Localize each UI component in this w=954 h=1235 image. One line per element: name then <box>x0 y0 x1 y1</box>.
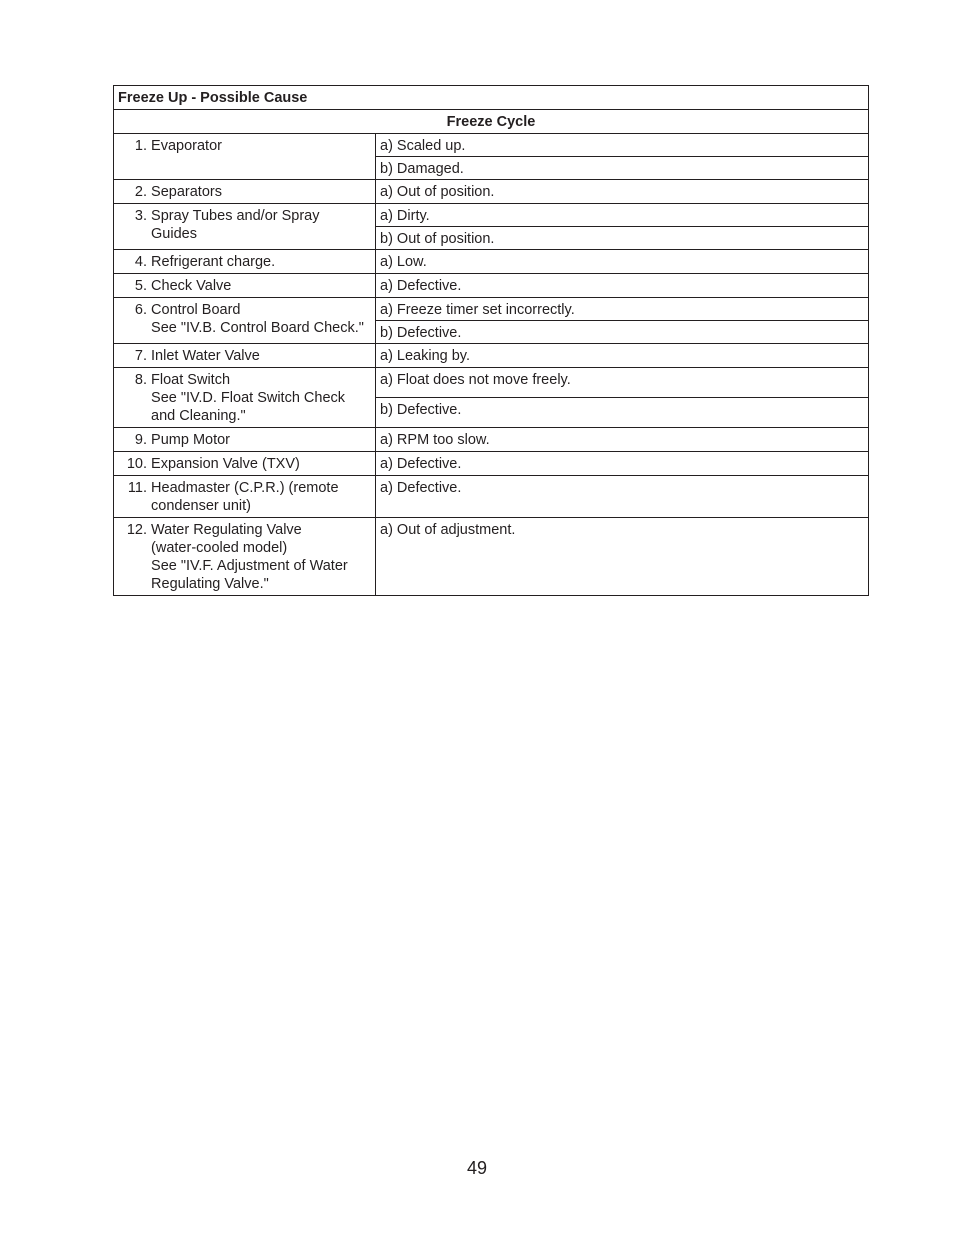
cause-line: Guides <box>151 226 197 242</box>
cause-cell <box>114 452 376 476</box>
cause-number: 4. <box>134 254 147 270</box>
solution-cell: a) Freeze timer set incorrectly. <box>376 298 869 321</box>
cause-line: Control Board <box>151 302 241 318</box>
cause-number: 7. <box>134 348 147 364</box>
cause-entry <box>114 207 375 243</box>
cause-line: (water-cooled model) <box>151 540 288 556</box>
cause-line: Water Regulating Valve <box>151 522 302 538</box>
cause-cell <box>114 134 376 180</box>
cause-entry <box>114 301 375 337</box>
cause-text <box>151 183 375 201</box>
solution-cell: a) Defective. <box>376 476 869 518</box>
freeze-up-table <box>113 85 869 596</box>
cause-entry <box>114 431 375 449</box>
table-cycle-row <box>114 110 869 134</box>
cause-entry <box>114 277 375 295</box>
cause-text <box>151 253 375 271</box>
cause-number: 6. <box>134 302 147 318</box>
cause-text <box>151 479 375 515</box>
cause-line: Regulating Valve." <box>151 576 269 592</box>
cause-number: 2. <box>134 184 147 200</box>
table-row <box>114 452 869 476</box>
table-row <box>114 344 869 368</box>
cause-number: 10. <box>126 456 147 472</box>
cause-entry <box>114 521 375 593</box>
cause-text <box>151 455 375 473</box>
cause-line: See "IV.F. Adjustment of Water <box>151 558 348 574</box>
solution-cell: a) Out of position. <box>376 180 869 204</box>
cause-text <box>151 137 375 155</box>
cause-cell <box>114 476 376 518</box>
cause-number: 11. <box>127 480 147 496</box>
table-row <box>114 134 869 157</box>
table-row <box>114 204 869 227</box>
cause-line: condenser unit) <box>151 498 251 514</box>
cause-entry <box>114 253 375 271</box>
cause-entry <box>114 455 375 473</box>
cause-line: Pump Motor <box>151 432 231 448</box>
cause-text <box>151 277 375 295</box>
cause-text <box>151 371 375 425</box>
cause-number: 12. <box>126 522 147 538</box>
cause-text <box>151 207 375 243</box>
table-row <box>114 298 869 321</box>
table-row <box>114 180 869 204</box>
cause-text <box>151 347 375 365</box>
cause-entry <box>114 479 375 515</box>
solution-cell: a) Defective. <box>376 452 869 476</box>
cause-line: Float Switch <box>151 372 231 388</box>
cause-entry <box>114 137 375 155</box>
solution-cell: a) Low. <box>376 250 869 274</box>
cause-text <box>151 301 375 337</box>
cause-cell <box>114 368 376 428</box>
cause-number: 1. <box>134 138 147 154</box>
table-row <box>114 274 869 298</box>
cause-entry <box>114 183 375 201</box>
table-body <box>114 134 869 596</box>
cause-line: Headmaster (C.P.R.) (remote <box>151 480 339 496</box>
cause-cell <box>114 344 376 368</box>
cause-line: Refrigerant charge. <box>151 254 276 270</box>
solution-cell: a) Defective. <box>376 274 869 298</box>
cause-cell <box>114 274 376 298</box>
solution-cell: b) Defective. <box>376 398 869 428</box>
cause-number: 3. <box>134 208 147 224</box>
table-row <box>114 428 869 452</box>
cause-line: Check Valve <box>151 278 232 294</box>
solution-cell: b) Damaged. <box>376 157 869 180</box>
cause-line: Expansion Valve (TXV) <box>151 456 300 472</box>
cause-entry <box>114 371 375 425</box>
cause-cell <box>114 518 376 596</box>
cause-text <box>151 521 375 593</box>
cause-number: 8. <box>134 372 147 388</box>
solution-cell: a) Dirty. <box>376 204 869 227</box>
cause-line: Spray Tubes and/or Spray <box>151 208 320 224</box>
cause-line: Evaporator <box>151 138 222 154</box>
solution-cell: a) RPM too slow. <box>376 428 869 452</box>
cause-cell <box>114 180 376 204</box>
cause-text <box>151 431 375 449</box>
table-row <box>114 250 869 274</box>
table-row <box>114 518 869 596</box>
solution-cell: a) Out of adjustment. <box>376 518 869 596</box>
cause-number: 5. <box>134 278 147 294</box>
cause-cell <box>114 250 376 274</box>
cause-line: See "IV.B. Control Board Check." <box>151 320 364 336</box>
page-number: 49 <box>466 1158 488 1178</box>
table-title: Freeze Up - Possible Cause <box>114 86 869 110</box>
cause-line: Separators <box>151 184 222 200</box>
cause-number: 9. <box>134 432 147 448</box>
cause-line: and Cleaning." <box>151 408 246 424</box>
table-row <box>114 368 869 398</box>
solution-cell: a) Float does not move freely. <box>376 368 869 398</box>
cause-cell <box>114 298 376 344</box>
table-title-row <box>114 86 869 110</box>
cause-line: Inlet Water Valve <box>151 348 260 364</box>
solution-cell: a) Leaking by. <box>376 344 869 368</box>
cause-line: See "IV.D. Float Switch Check <box>151 390 346 406</box>
solution-cell: b) Out of position. <box>376 227 869 250</box>
cause-entry <box>114 347 375 365</box>
cause-cell <box>114 204 376 250</box>
cycle-heading: Freeze Cycle <box>114 110 869 134</box>
table-row <box>114 476 869 518</box>
solution-cell: b) Defective. <box>376 321 869 344</box>
solution-cell: a) Scaled up. <box>376 134 869 157</box>
cause-cell <box>114 428 376 452</box>
